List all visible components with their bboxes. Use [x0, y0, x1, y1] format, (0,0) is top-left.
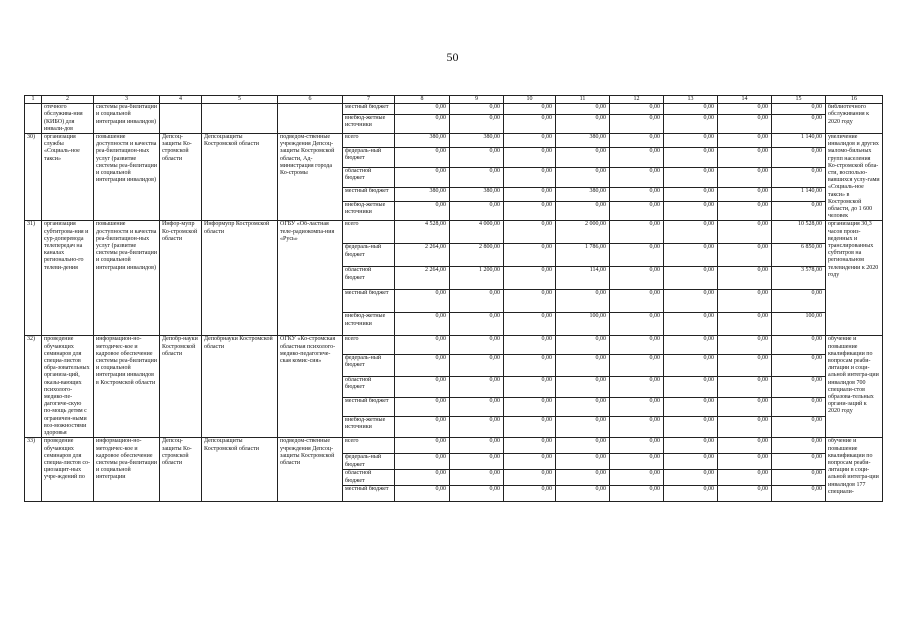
amount-cell: 0,00 — [772, 104, 826, 115]
funding-source: федераль-ный бюджет — [343, 244, 395, 267]
activity-goal: информацион-но-методичес-кое и кадровое обеспечение системы реа-билитации и социальной интеграции инвалидов в Костромской области — [94, 336, 160, 438]
funding-source: всего — [343, 221, 395, 244]
expected-result: библиотечного обслуживания к 2020 году — [826, 104, 883, 134]
amount-cell: 1 786,00 — [556, 244, 610, 267]
amount-cell: 0,00 — [504, 376, 556, 398]
amount-cell: 0,00 — [395, 376, 450, 398]
amount-cell: 2 264,00 — [395, 267, 450, 290]
funding-source: областной бюджет — [343, 376, 395, 398]
amount-cell: 380,00 — [556, 134, 610, 148]
amount-cell: 0,00 — [450, 336, 504, 354]
amount-cell: 0,00 — [556, 115, 610, 134]
amount-cell: 0,00 — [664, 354, 718, 376]
amount-cell: 0,00 — [450, 313, 504, 336]
column-number: 13 — [664, 96, 718, 104]
amount-cell: 0,00 — [772, 454, 826, 470]
amount-cell: 0,00 — [718, 187, 772, 201]
funding-source: областной бюджет — [343, 267, 395, 290]
funding-source: всего — [343, 336, 395, 354]
column-number: 3 — [94, 96, 160, 104]
activity-goal: повышение доступности и качества реа-билитацион-ных услуг (развитие системы реа-билитации и социальной интеграции инвалидов) — [94, 221, 160, 336]
amount-cell: 0,00 — [395, 438, 450, 454]
amount-cell: 0,00 — [772, 167, 826, 187]
amount-cell: 0,00 — [504, 167, 556, 187]
amount-cell: 0,00 — [395, 354, 450, 376]
amount-cell: 0,00 — [718, 134, 772, 148]
funding-source: областной бюджет — [343, 470, 395, 486]
amount-cell: 2 800,00 — [450, 244, 504, 267]
column-number: 10 — [504, 96, 556, 104]
amount-cell: 0,00 — [664, 313, 718, 336]
amount-cell: 0,00 — [504, 313, 556, 336]
activity-name: проведение обучающих семинаров для специа-листов со-циозащит-ных учре-ждений по — [42, 438, 94, 502]
amount-cell: 0,00 — [610, 267, 664, 290]
activity-goal: информацион-но-методичес-кое и кадровое обеспечение системы реа-билитации и социальной интеграции — [94, 438, 160, 502]
amount-cell: 0,00 — [504, 438, 556, 454]
amount-cell: 0,00 — [556, 290, 610, 313]
amount-cell: 0,00 — [556, 438, 610, 454]
amount-cell: 0,00 — [504, 454, 556, 470]
amount-cell: 1 140,00 — [772, 187, 826, 201]
column-number: 1 — [25, 96, 42, 104]
amount-cell: 0,00 — [610, 486, 664, 502]
amount-cell: 0,00 — [504, 104, 556, 115]
amount-cell: 0,00 — [664, 134, 718, 148]
table-row — [25, 438, 883, 454]
amount-cell: 0,00 — [664, 148, 718, 168]
participants: ОГКУ «Ко-стромская областная психолого-медико-педагогиче-ская комис-сия» — [278, 336, 343, 438]
amount-cell: 380,00 — [395, 134, 450, 148]
amount-cell: 0,00 — [664, 454, 718, 470]
amount-cell: 0,00 — [395, 470, 450, 486]
coordinator — [160, 104, 202, 134]
amount-cell: 0,00 — [556, 470, 610, 486]
amount-cell: 0,00 — [718, 354, 772, 376]
amount-cell: 0,00 — [664, 290, 718, 313]
amount-cell: 0,00 — [395, 313, 450, 336]
column-number-row — [25, 96, 883, 104]
amount-cell: 0,00 — [504, 290, 556, 313]
column-number: 5 — [202, 96, 278, 104]
column-number: 16 — [826, 96, 883, 104]
amount-cell: 0,00 — [395, 148, 450, 168]
amount-cell: 0,00 — [718, 267, 772, 290]
funding-source: внебюд-жетные источники — [343, 416, 395, 438]
amount-cell: 0,00 — [718, 115, 772, 134]
amount-cell: 0,00 — [610, 336, 664, 354]
amount-cell: 0,00 — [395, 167, 450, 187]
amount-cell: 0,00 — [395, 454, 450, 470]
amount-cell: 0,00 — [504, 470, 556, 486]
amount-cell: 0,00 — [718, 336, 772, 354]
amount-cell: 0,00 — [772, 438, 826, 454]
amount-cell: 1 140,00 — [772, 134, 826, 148]
activity-name: проведение обучающих семинаров для специа-листов обра-зовательных организа-ций, оказы-вающих психолого-медико-пе-дагогиче-скую по-мощь детям с ограничен-ными воз-можностями здоровья — [42, 336, 94, 438]
amount-cell: 0,00 — [395, 115, 450, 134]
amount-cell: 0,00 — [504, 221, 556, 244]
amount-cell: 0,00 — [556, 201, 610, 221]
amount-cell: 0,00 — [450, 290, 504, 313]
table-row — [25, 336, 883, 354]
amount-cell: 0,00 — [718, 221, 772, 244]
amount-cell: 0,00 — [504, 267, 556, 290]
amount-cell: 0,00 — [718, 148, 772, 168]
amount-cell: 0,00 — [718, 104, 772, 115]
activity-name: организация службы «Социаль-ное такси» — [42, 134, 94, 221]
column-number: 15 — [772, 96, 826, 104]
column-number: 9 — [450, 96, 504, 104]
amount-cell: 380,00 — [395, 187, 450, 201]
amount-cell: 0,00 — [450, 354, 504, 376]
amount-cell: 0,00 — [395, 104, 450, 115]
amount-cell: 0,00 — [556, 486, 610, 502]
program-activities-table — [24, 95, 883, 502]
amount-cell: 0,00 — [772, 115, 826, 134]
amount-cell: 0,00 — [610, 354, 664, 376]
expected-result: обучение и повышение квалификации по вопросам реаби-литации и соци-альной интегра-ции инвалидов 700 специали-стов образова-тельных органи-заций к 2020 году — [826, 336, 883, 438]
coordinator: Депобр-науки Костромской области — [160, 336, 202, 438]
amount-cell: 0,00 — [450, 201, 504, 221]
amount-cell: 0,00 — [610, 221, 664, 244]
amount-cell: 4 528,00 — [395, 221, 450, 244]
amount-cell: 0,00 — [772, 354, 826, 376]
column-number: 14 — [718, 96, 772, 104]
amount-cell: 0,00 — [450, 398, 504, 416]
amount-cell: 0,00 — [664, 104, 718, 115]
amount-cell: 0,00 — [664, 115, 718, 134]
amount-cell: 0,00 — [664, 187, 718, 201]
table-row — [25, 134, 883, 148]
amount-cell: 0,00 — [718, 398, 772, 416]
amount-cell: 0,00 — [664, 376, 718, 398]
amount-cell: 0,00 — [504, 201, 556, 221]
amount-cell: 0,00 — [664, 438, 718, 454]
amount-cell: 0,00 — [718, 313, 772, 336]
responsible-executor: Информупр Костромской области — [202, 221, 278, 336]
amount-cell: 0,00 — [772, 201, 826, 221]
column-number: 12 — [610, 96, 664, 104]
amount-cell: 0,00 — [610, 313, 664, 336]
amount-cell: 4 000,00 — [450, 221, 504, 244]
activity-goal: системы реа-билитации и социальной интеграции инвалидов) — [94, 104, 160, 134]
amount-cell: 0,00 — [610, 376, 664, 398]
funding-source: федераль-ный бюджет — [343, 148, 395, 168]
amount-cell: 0,00 — [718, 470, 772, 486]
table-row — [25, 104, 883, 115]
amount-cell: 0,00 — [718, 376, 772, 398]
amount-cell: 0,00 — [664, 267, 718, 290]
amount-cell: 380,00 — [450, 187, 504, 201]
funding-source: областной бюджет — [343, 167, 395, 187]
amount-cell: 0,00 — [610, 148, 664, 168]
amount-cell: 0,00 — [718, 438, 772, 454]
amount-cell: 0,00 — [610, 244, 664, 267]
amount-cell: 0,00 — [395, 398, 450, 416]
row-number: 30) — [25, 134, 42, 221]
amount-cell: 0,00 — [450, 115, 504, 134]
funding-source: местный бюджет — [343, 187, 395, 201]
amount-cell: 0,00 — [450, 416, 504, 438]
amount-cell: 0,00 — [664, 486, 718, 502]
responsible-executor: Депсоцзащиты Костромской области — [202, 438, 278, 502]
activity-name: организация субтитрова-ния и сур-доперевода телепередач на каналах регионально-го телеви-дения — [42, 221, 94, 336]
amount-cell: 0,00 — [610, 470, 664, 486]
amount-cell: 0,00 — [718, 167, 772, 187]
amount-cell: 0,00 — [395, 336, 450, 354]
funding-source: местный бюджет — [343, 290, 395, 313]
amount-cell: 0,00 — [772, 290, 826, 313]
coordinator: Депсоц-защиты Ко-стромской области — [160, 134, 202, 221]
funding-source: местный бюджет — [343, 486, 395, 502]
amount-cell: 0,00 — [504, 187, 556, 201]
column-number: 7 — [343, 96, 395, 104]
amount-cell: 0,00 — [610, 454, 664, 470]
amount-cell: 0,00 — [664, 244, 718, 267]
amount-cell: 0,00 — [772, 148, 826, 168]
expected-result: увеличение инвалидов и других маломо-бильных групп населения Ко-стромской обла-сти, воспользо-вавшихся услу-гами «Социаль-ное такси» в Костромской области, до 1 600 человек — [826, 134, 883, 221]
activity-goal: повышение доступности и качества реа-билитацион-ных услуг (развитие системы реа-билитации и социальной интеграции инвалидов) — [94, 134, 160, 221]
expected-result: организация 30,3 часов произ-веденных и транслированных субтитров на региональном телевидении к 2020 году — [826, 221, 883, 336]
amount-cell: 0,00 — [664, 470, 718, 486]
amount-cell: 0,00 — [610, 438, 664, 454]
amount-cell: 0,00 — [556, 398, 610, 416]
amount-cell: 100,00 — [556, 313, 610, 336]
amount-cell: 0,00 — [718, 201, 772, 221]
amount-cell: 0,00 — [772, 486, 826, 502]
amount-cell: 0,00 — [610, 167, 664, 187]
funding-source: внебюд-жетные источники — [343, 313, 395, 336]
amount-cell: 0,00 — [395, 416, 450, 438]
amount-cell: 0,00 — [450, 454, 504, 470]
amount-cell: 0,00 — [718, 290, 772, 313]
amount-cell: 0,00 — [504, 398, 556, 416]
funding-source: всего — [343, 438, 395, 454]
amount-cell: 380,00 — [556, 187, 610, 201]
amount-cell: 0,00 — [504, 134, 556, 148]
amount-cell: 0,00 — [718, 454, 772, 470]
amount-cell: 0,00 — [664, 336, 718, 354]
funding-source: местный бюджет — [343, 398, 395, 416]
table-row — [25, 221, 883, 244]
row-number: 31) — [25, 221, 42, 336]
amount-cell: 0,00 — [556, 336, 610, 354]
amount-cell: 0,00 — [718, 486, 772, 502]
responsible-executor: Депсоцзащиты Костромской области — [202, 134, 278, 221]
amount-cell: 0,00 — [556, 376, 610, 398]
column-number: 4 — [160, 96, 202, 104]
row-number — [25, 104, 42, 134]
activity-name: отечного обслужива-ния (КИБО) для инвали-дов — [42, 104, 94, 134]
amount-cell: 0,00 — [772, 416, 826, 438]
amount-cell: 0,00 — [504, 354, 556, 376]
amount-cell: 0,00 — [664, 416, 718, 438]
amount-cell: 0,00 — [610, 104, 664, 115]
amount-cell: 0,00 — [395, 290, 450, 313]
amount-cell: 2 264,00 — [395, 244, 450, 267]
expected-result: обучение и повышение квалификации по вопросам реаби-литации в соци-альной интегра-ции инвалидов 177 специали- — [826, 438, 883, 502]
amount-cell: 0,00 — [664, 167, 718, 187]
amount-cell: 380,00 — [450, 134, 504, 148]
amount-cell: 0,00 — [395, 201, 450, 221]
amount-cell: 1 200,00 — [450, 267, 504, 290]
table-body — [25, 96, 883, 502]
amount-cell: 0,00 — [772, 398, 826, 416]
amount-cell: 0,00 — [610, 290, 664, 313]
amount-cell: 0,00 — [450, 438, 504, 454]
coordinator: Инфор-мупр Ко-стромской области — [160, 221, 202, 336]
column-number: 11 — [556, 96, 610, 104]
amount-cell: 0,00 — [450, 376, 504, 398]
amount-cell: 0,00 — [395, 486, 450, 502]
funding-source: федераль-ный бюджет — [343, 354, 395, 376]
funding-source: внебюд-жетные источники — [343, 115, 395, 134]
column-number: 8 — [395, 96, 450, 104]
amount-cell: 0,00 — [610, 115, 664, 134]
amount-cell: 0,00 — [610, 134, 664, 148]
coordinator: Депсоц-защиты Ко-стромской области — [160, 438, 202, 502]
participants: ОГБУ «Об-ластная теле-радиокомпа-ния «Русь» — [278, 221, 343, 336]
amount-cell: 100,00 — [772, 313, 826, 336]
amount-cell: 0,00 — [504, 416, 556, 438]
amount-cell: 0,00 — [772, 376, 826, 398]
amount-cell: 2 000,00 — [556, 221, 610, 244]
amount-cell: 6 850,00 — [772, 244, 826, 267]
row-number: 32) — [25, 336, 42, 438]
amount-cell: 0,00 — [450, 104, 504, 115]
amount-cell: 0,00 — [718, 244, 772, 267]
amount-cell: 0,00 — [450, 148, 504, 168]
amount-cell: 0,00 — [556, 104, 610, 115]
amount-cell: 114,00 — [556, 267, 610, 290]
funding-source: внебюд-жетные источники — [343, 201, 395, 221]
funding-source: федераль-ный бюджет — [343, 454, 395, 470]
row-number: 33) — [25, 438, 42, 502]
amount-cell: 0,00 — [664, 201, 718, 221]
amount-cell: 0,00 — [664, 221, 718, 244]
amount-cell: 0,00 — [772, 470, 826, 486]
participants: подведом-ственные учреждения Депсоц-защиты Костромской области — [278, 438, 343, 502]
amount-cell: 0,00 — [450, 167, 504, 187]
amount-cell: 0,00 — [450, 470, 504, 486]
amount-cell: 0,00 — [556, 416, 610, 438]
amount-cell: 0,00 — [664, 398, 718, 416]
amount-cell: 0,00 — [504, 336, 556, 354]
funding-source: всего — [343, 134, 395, 148]
amount-cell: 0,00 — [556, 354, 610, 376]
funding-source: местный бюджет — [343, 104, 395, 115]
column-number: 2 — [42, 96, 94, 104]
amount-cell: 0,00 — [504, 486, 556, 502]
amount-cell: 3 578,00 — [772, 267, 826, 290]
amount-cell: 0,00 — [610, 416, 664, 438]
amount-cell: 0,00 — [556, 148, 610, 168]
amount-cell: 0,00 — [772, 336, 826, 354]
participants — [278, 104, 343, 134]
responsible-executor — [202, 104, 278, 134]
amount-cell: 0,00 — [504, 115, 556, 134]
amount-cell: 0,00 — [556, 167, 610, 187]
amount-cell: 0,00 — [504, 148, 556, 168]
participants: подведом-ственные учреждения Депсоц-защиты Костромской области, Ад-министрация города Ко-стромы — [278, 134, 343, 221]
amount-cell: 0,00 — [610, 187, 664, 201]
amount-cell: 0,00 — [718, 416, 772, 438]
column-number: 6 — [278, 96, 343, 104]
amount-cell: 0,00 — [556, 454, 610, 470]
amount-cell: 0,00 — [504, 244, 556, 267]
responsible-executor: Депобрнауки Костромской области — [202, 336, 278, 438]
amount-cell: 0,00 — [450, 486, 504, 502]
amount-cell: 0,00 — [610, 398, 664, 416]
amount-cell: 10 528,00 — [772, 221, 826, 244]
amount-cell: 0,00 — [610, 201, 664, 221]
page-number: 50 — [446, 50, 459, 64]
